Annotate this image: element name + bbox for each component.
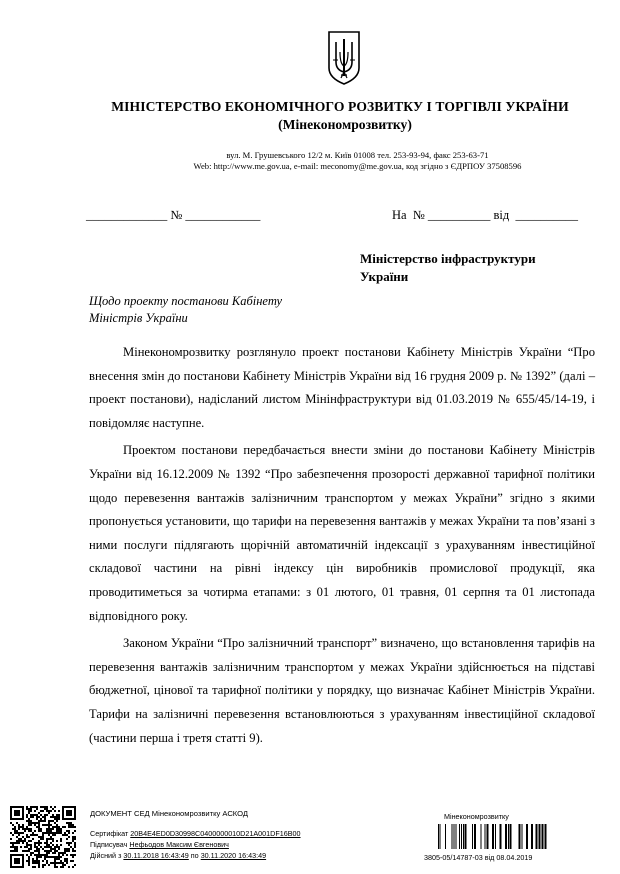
body-paragraph: Мінекономрозвитку розглянуло проект постанови Кабінету Міністрів України “Про внесення змін до постанови Кабінету Міністрів України від 16 грудня 2009 р. № 1392” (далі – проект постанови), надісланий листом Мінінфраструктури від 01.03.2019 № 655/45/14-19, і повідомляє наступне. [89,345,595,430]
addressee-line-2: України [360,269,409,284]
subject-line-2: Міністрів України [89,311,188,325]
addressee-line-1: Міністерство інфраструктури [360,251,536,266]
ministry-full-name: МІНІСТЕРСТВО ЕКОНОМІЧНОГО РОЗВИТКУ І ТОРГІВЛІ УКРАЇНИ [111,99,569,114]
valid-separator: по [188,851,201,860]
sed-document-label: ДОКУМЕНТ СЕД Мінекономрозвитку АСКОД [90,809,249,818]
barcode-label: Мінекономрозвитку [444,812,509,821]
barcode-icon [438,824,550,849]
valid-to: 30.11.2020 16:43:49 [200,851,267,860]
ministry-web-contacts: Web: http://www.me.gov.ua, e-mail: meconomy@me.gov.ua, код згідно з ЄДРПОУ 37508596 [193,161,522,171]
validity-line [90,851,266,860]
letter-body [89,341,595,750]
registration-number: 3805-05/14787-03 від 08.04.2019 [424,853,533,862]
qr-code-icon [10,806,76,868]
subject-line-1: Щодо проекту постанови Кабінету [89,294,283,308]
ministry-short-name: (Мінекономрозвитку) [278,117,412,132]
certificate-label: Сертифікат [90,829,131,838]
valid-from: 30.11.2018 16:43:49 [123,851,189,860]
ministry-address: вул. М. Грушевського 12/2 м. Київ 01008 тел. 253-93-94, факс 253-63-71 [226,150,489,160]
signer-label: Підписувач [90,840,130,849]
incoming-registration-line: На № __________ від __________ [392,208,578,222]
body-paragraph: Законом України “Про залізничний транспорт” визначено, що встановлення тарифів на перевезення вантажів залізничним транспортом у межах України здійснюється на підставі бюджетної, цінової та тарифної політики у порядку, що визначає Кабінет Міністрів України. Тарифи на залізничні перевезення встановлюються з урахуванням інвестиційної складової (частини перша і третя статті 9). [89,636,595,745]
outgoing-registration-line: _____________ № ____________ [86,208,261,222]
body-paragraph: Проектом постанови передбачається внести зміни до постанови Кабінету Міністрів України від 16.12.2009 № 1392 “Про забезпечення прозорості державної тарифної політики щодо перевезення вантажів залізничним транспортом у межах України” згідно з якими пропонується установити, що тарифи на перевезення вантажів у межах України та пов’язані з ними послуги підлягають щорічній автоматичній індексації з урахуванням інвестиційної складової частини на рівні індексу цін виробників промислової продукції, яка проводитиметься за чотирма етапами: з 01 лютого, 01 травня, 01 серпня та 01 листопада відповідного року. [89,443,595,623]
certificate-line [90,829,301,838]
valid-label: Дійсний з [90,851,124,860]
signer-line [90,840,229,849]
signer-value: Нефьодов Максим Євгенович [129,840,229,849]
trident-coat-of-arms-icon [327,30,361,86]
certificate-value: 20B4E4ED0D30998C0400000010D21A001DF16B00 [130,829,301,838]
